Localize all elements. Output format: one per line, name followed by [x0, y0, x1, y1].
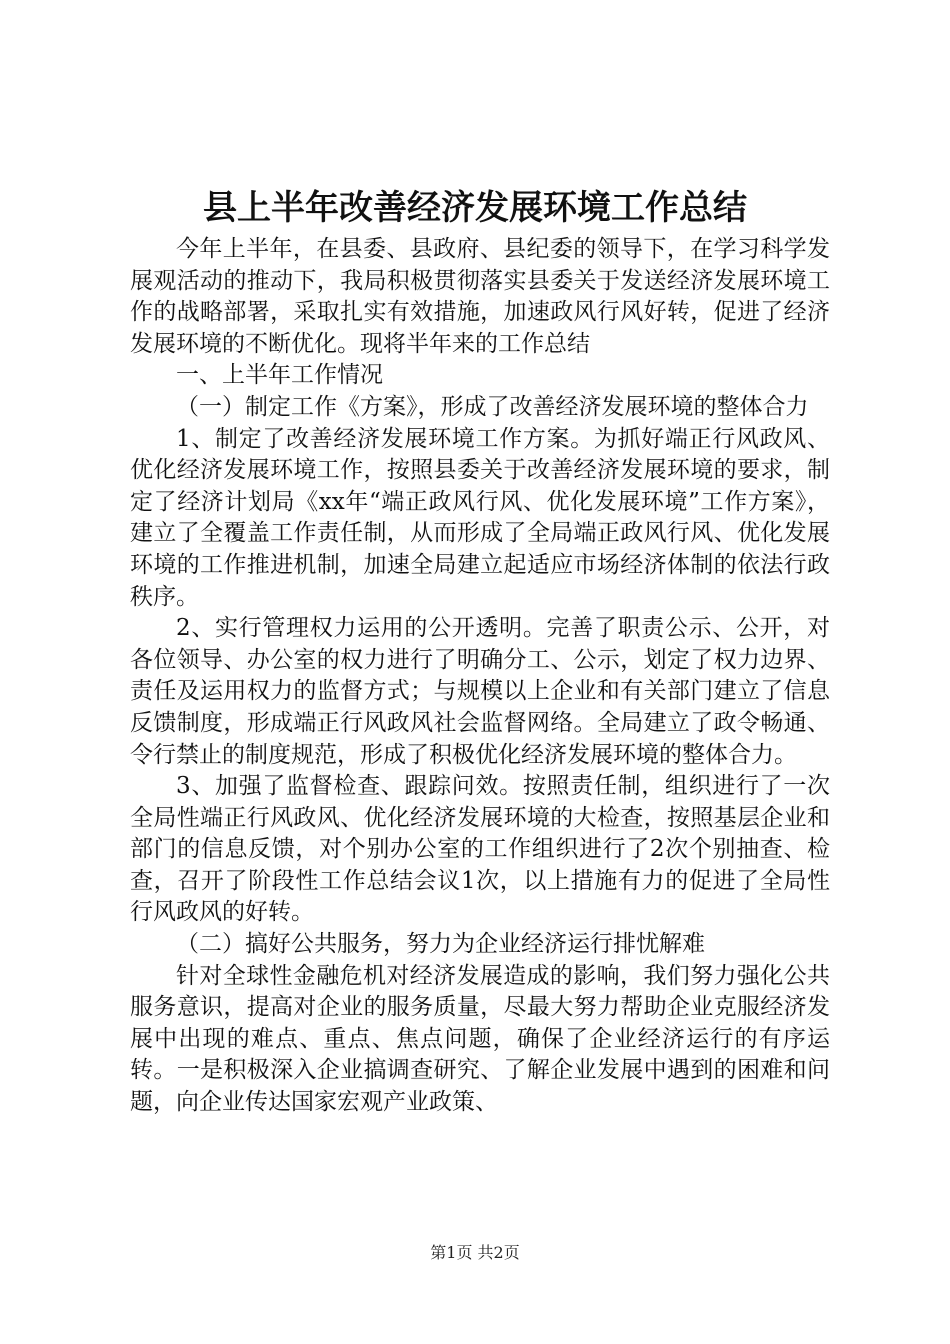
page-footer: 第1页 共2页: [430, 1243, 520, 1262]
paragraph-3: 3、加强了监督检查、跟踪问效。按照责任制，组织进行了一次全局性端正行风政风、优化经济发展环境的大检查，按照基层企业和部门的信息反馈，对个别办公室的工作组织进行了2次个别抽查、检查，召开了阶段性工作总结会议1次，以上措施有力的促进了全局性行风政风的好转。: [130, 773, 830, 926]
subsection-heading-2: （二）搞好公共服务，努力为企业经济运行排忧解难: [176, 931, 705, 958]
paragraph-4: 针对全球性金融危机对经济发展造成的影响，我们努力强化公共服务意识，提高对企业的服务质量，尽最大努力帮助企业克服经济发展中出现的难点、重点、焦点问题，确保了企业经济运行的有序运转。一是积极深入企业搞调查研究、了解企业发展中遇到的困难和问题，向企业传达国家宏观产业政策、: [130, 962, 830, 1116]
intro-paragraph: 今年上半年，在县委、县政府、县纪委的领导下，在学习科学发展观活动的推动下，我局积极贯彻落实县委关于发送经济发展环境工作的战略部署，采取扎实有效措施，加速政风行风好转，促进了经济发展环境的不断优化。现将半年来的工作总结: [130, 236, 830, 357]
document-title: 县上半年改善经济发展环境工作总结: [203, 188, 747, 228]
paragraph-2: 2、实行管理权力运用的公开透明。完善了职责公示、公开，对各位领导、办公室的权力进行了明确分工、公示，划定了权力边界、责任及运用权力的监督方式；与规模以上企业和有关部门建立了信息反馈制度，形成端正行风政风社会监督网络。全局建立了政令畅通、令行禁止的制度规范，形成了积极优化经济发展环境的整体合力。: [130, 615, 830, 768]
section-heading: 一、上半年工作情况: [176, 362, 383, 389]
paragraph-1: 1、制定了改善经济发展环境工作方案。为抓好端正行风政风、优化经济发展环境工作，按照县委关于改善经济发展环境的要求，制定了经济计划局《xx年“端正政风行风、优化发展环境”工作方案》，建立了全覆盖工作责任制，从而形成了全局端正政风行风、优化发展环境的工作推进机制，加速全局建立起适应市场经济体制的依法行政秩序。: [130, 425, 830, 610]
subsection-heading-1: （一）制定工作《方案》，形成了改善经济发展环境的整体合力: [176, 393, 809, 420]
document-body: [130, 234, 830, 1119]
